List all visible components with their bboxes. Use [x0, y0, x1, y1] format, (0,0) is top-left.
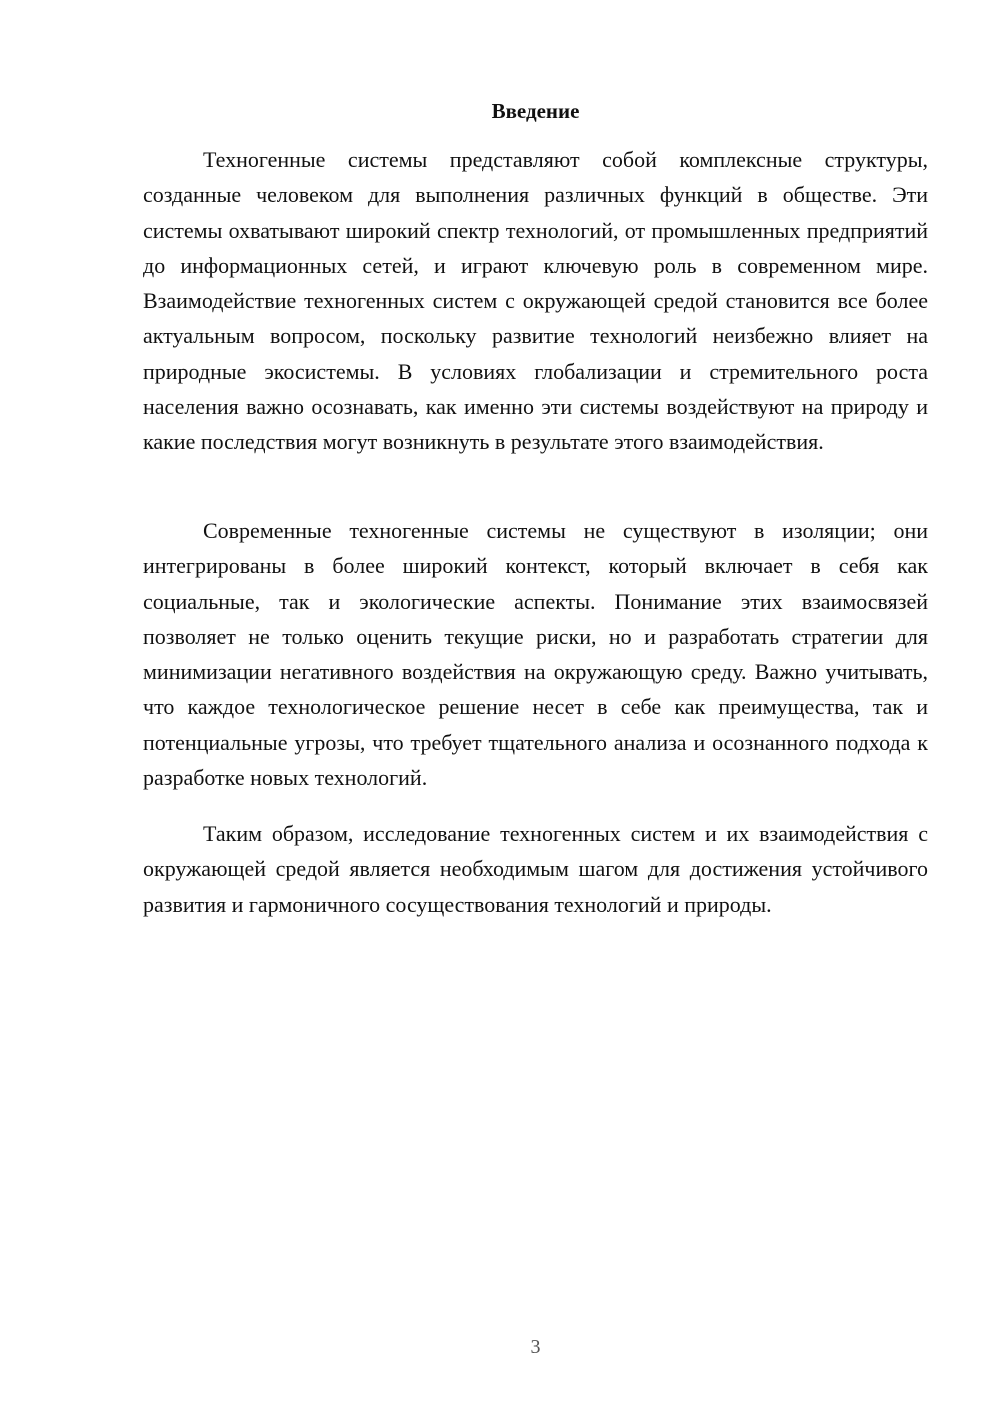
paragraph-1: Техногенные системы представляют собой комплексные структуры, созданные человеком для выполнения различных функций в обществе. Эти системы охватывают широкий спектр технологий, от промышленных предприятий до информационных сетей, и играют ключевую роль в современном мире. Взаимодействие техногенных систем с окружающей средой становится все более актуальным вопросом, поскольку развитие технологий неизбежно влияет на природные экосистемы. В условиях глобализации и стремительного роста населения важно осознавать, как именно эти системы воздействуют на природу и какие последствия могут возникнуть в результате этого взаимодействия. — [143, 147, 928, 455]
paragraph-3: Таким образом, исследование техногенных систем и их взаимодействия с окружающей средой является необходимым шагом для достижения устойчивого развития и гармоничного сосуществования технологий и природы. — [143, 821, 928, 917]
page-number: 3 — [530, 1336, 541, 1358]
section-heading: Введение — [491, 99, 580, 123]
paragraph-2: Современные техногенные системы не существуют в изоляции; они интегрированы в более широкий контекст, который включает в себя как социальные, так и экологические аспекты. Понимание этих взаимосвязей позволяет не только оценить текущие риски, но и разработать стратегии для минимизации негативного воздействия на окружающую среду. Важно учитывать, что каждое технологическое решение несет в себе как преимущества, так и потенциальные угрозы, что требует тщательного анализа и осознанного подхода к разработке новых технологий. — [143, 518, 928, 791]
